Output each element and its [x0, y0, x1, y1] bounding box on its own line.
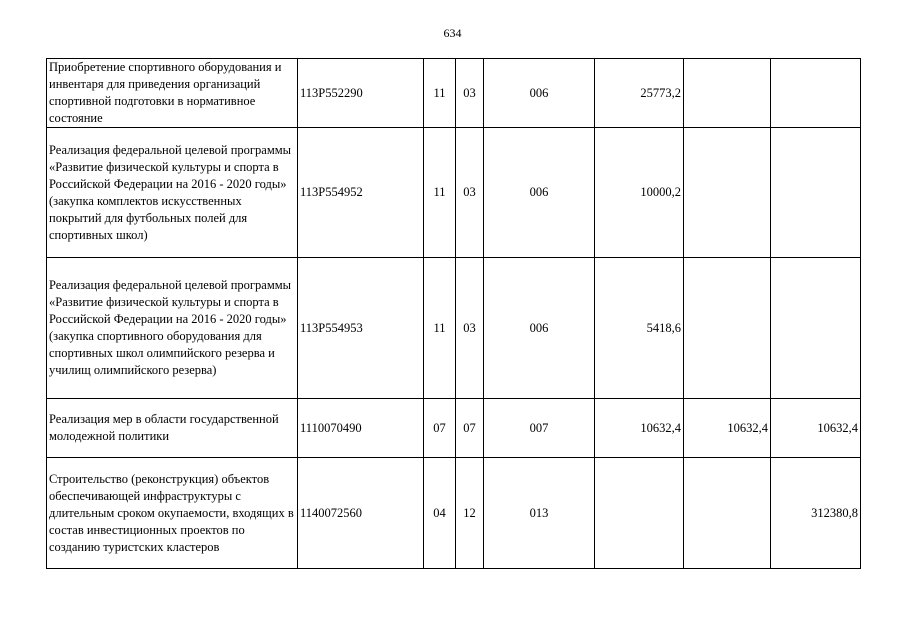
row-expense-type: 007 [484, 399, 595, 458]
row-subsection: 03 [456, 258, 484, 399]
row-section: 11 [424, 258, 456, 399]
row-sum-2 [684, 458, 771, 569]
table-row [47, 399, 861, 458]
table-row [47, 128, 861, 258]
row-name: Строительство (реконструкция) объектов обеспечивающей инфраструктуры с длительным сроком окупаемости, входящих в состав инвестиционных проектов по созданию туристских кластеров [47, 458, 298, 569]
row-sum-2 [684, 128, 771, 258]
row-section: 11 [424, 128, 456, 258]
row-section: 04 [424, 458, 456, 569]
row-sum-1: 5418,6 [595, 258, 684, 399]
row-sum-2: 10632,4 [684, 399, 771, 458]
table-row [47, 258, 861, 399]
row-target-code: 113P552290 [298, 59, 424, 128]
row-name: Приобретение спортивного оборудования и инвентаря для приведения организаций спортивной подготовки в нормативное состояние [47, 59, 298, 128]
row-expense-type: 006 [484, 59, 595, 128]
row-target-code: 1110070490 [298, 399, 424, 458]
row-name: Реализация мер в области государственной молодежной политики [47, 399, 298, 458]
row-target-code: 113P554952 [298, 128, 424, 258]
table-row [47, 458, 861, 569]
row-expense-type: 006 [484, 258, 595, 399]
row-target-code: 113P554953 [298, 258, 424, 399]
row-subsection: 07 [456, 399, 484, 458]
row-expense-type: 006 [484, 128, 595, 258]
table-row [47, 59, 861, 128]
row-section: 11 [424, 59, 456, 128]
row-sum-3: 10632,4 [771, 399, 861, 458]
page-number: 634 [443, 26, 462, 40]
row-section: 07 [424, 399, 456, 458]
row-subsection: 03 [456, 128, 484, 258]
row-target-code: 1140072560 [298, 458, 424, 569]
budget-table [46, 58, 861, 569]
row-subsection: 03 [456, 59, 484, 128]
row-sum-2 [684, 59, 771, 128]
row-sum-1: 25773,2 [595, 59, 684, 128]
row-name: Реализация федеральной целевой программы «Развитие физической культуры и спорта в Российской Федерации на 2016 - 2020 годы» (закупка комплектов искусственных покрытий для футбольных полей для спортивных школ) [47, 128, 298, 258]
row-sum-3 [771, 59, 861, 128]
row-sum-1 [595, 458, 684, 569]
row-subsection: 12 [456, 458, 484, 569]
row-sum-1: 10000,2 [595, 128, 684, 258]
row-sum-3 [771, 128, 861, 258]
row-sum-2 [684, 258, 771, 399]
row-sum-3: 312380,8 [771, 458, 861, 569]
row-expense-type: 013 [484, 458, 595, 569]
row-sum-1: 10632,4 [595, 399, 684, 458]
row-name: Реализация федеральной целевой программы «Развитие физической культуры и спорта в Российской Федерации на 2016 - 2020 годы» (закупка спортивного оборудования для спортивных школ олимпийского резерва и училищ олимпийского резерва) [47, 258, 298, 399]
row-sum-3 [771, 258, 861, 399]
